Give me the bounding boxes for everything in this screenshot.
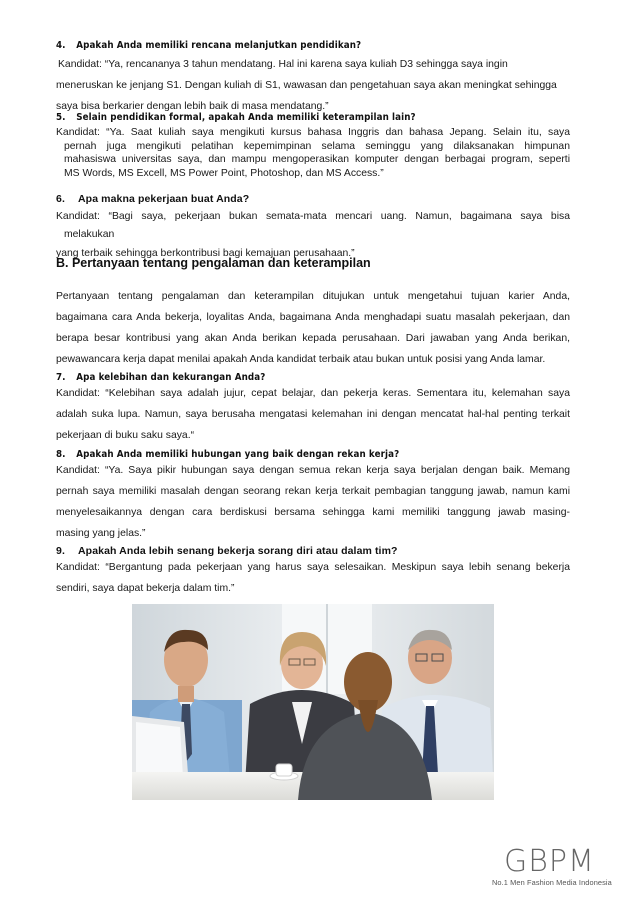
question-4	[56, 40, 534, 51]
answer-line: pernah juga mengikuti pelatihan kepemimpinan selama seminggu yang dilaksanakan himpunan	[64, 140, 570, 152]
answer-4	[56, 54, 570, 117]
logo-tagline: No.1 Men Fashion Media Indonesia	[492, 878, 612, 887]
question-6	[56, 193, 576, 205]
answer-6	[56, 208, 570, 263]
question-text: Selain pendidikan formal, apakah Anda memiliki keterampilan lain?	[76, 112, 416, 123]
interview-photo	[132, 604, 494, 800]
answer-line: sendiri, saya dapat bekerja dalam tim.”	[56, 583, 235, 594]
answer-line: Kandidat: “Bagi saya, pekerjaan bukan semata-mata mencari uang. Namun, bagaimana saya bisa	[56, 211, 570, 222]
question-text: Apakah Anda memiliki rencana melanjutkan pendidikan?	[76, 40, 362, 51]
question-text: Apa kelebihan dan kekurangan Anda?	[76, 372, 266, 383]
answer-line: adalah suka lupa. Namun, saya berusaha mengatasi kelemahan ini dengan mencatat hal-hal penting terkait	[56, 409, 570, 420]
question-5	[56, 112, 534, 123]
question-text: Apakah Anda memiliki hubungan yang baik dengan rekan kerja?	[76, 449, 400, 460]
question-9	[56, 545, 576, 557]
question-text: Apa makna pekerjaan buat Anda?	[78, 193, 250, 205]
question-number: 8.	[56, 449, 66, 460]
answer-line: saya bisa berkarier dengan lebih baik di masa mendatang.”	[56, 101, 329, 112]
question-number: 4.	[56, 40, 66, 51]
question-7	[56, 372, 534, 383]
answer-7	[56, 383, 570, 446]
question-text: Apakah Anda lebih senang bekerja sorang diri atau dalam tim?	[78, 545, 398, 557]
answer-8	[56, 460, 570, 544]
answer-line: MS Words, MS Excell, MS Power Point, Photoshop, dan MS Access.”	[64, 167, 384, 179]
intro-line: bagaimana cara Anda bekerja, loyalitas Anda, bagaimana Anda menghadapi suatu masalah pekerjaan, dan	[56, 312, 570, 323]
section-intro	[56, 286, 570, 370]
answer-line: melakukan	[64, 229, 115, 240]
answer-line: Kandidat: “Ya. Saat kuliah saya mengikuti kursus bahasa Inggris dan bahasa Jepang. Selain itu, saya	[56, 127, 570, 138]
answer-line: Kandidat: “Ya. Saya pikir hubungan saya dengan semua rekan kerja saya berjalan dengan baik. Memang	[56, 465, 570, 476]
answer-5	[56, 126, 570, 180]
answer-line: Kandidat: “Ya, rencananya 3 tahun mendatang. Hal ini karena saya kuliah D3 sehingga saya ingin	[58, 59, 508, 70]
answer-line: pernah saya memiliki masalah dengan seorang rekan kerja terkait pembagian tanggung jawab, namun kami	[56, 486, 570, 497]
question-number: 9.	[56, 545, 65, 557]
answer-line: meneruskan ke jenjang S1. Dengan kuliah di S1, wawasan dan pengetahuan saya akan meningkat sehingga	[56, 80, 557, 91]
question-number: 6.	[56, 193, 65, 205]
intro-line: pewawancara kerja dapat menilai apakah Anda kandidat terbaik atau bukan untuk posisi yang Anda lamar.	[56, 354, 546, 365]
answer-line: masing yang jelas.”	[56, 528, 146, 539]
answer-9	[56, 557, 570, 599]
question-number: 7.	[56, 372, 66, 383]
intro-line: Pertanyaan tentang pengalaman dan keterampilan ditujukan untuk mengetahui tujuan karier Anda,	[56, 291, 570, 302]
answer-line: Kandidat: “Kelebihan saya adalah jujur, cepat belajar, dan pekerja keras. Sementara itu, kelemahan saya	[56, 388, 570, 399]
gbpm-logo	[490, 846, 620, 896]
section-heading: B. Pertanyaan tentang pengalaman dan keterampilan	[56, 256, 371, 270]
question-8	[56, 449, 534, 460]
logo-wordmark: GBPM	[504, 844, 595, 879]
answer-line: yang terbaik sehingga berkontribusi bagi kemajuan perusahaan.”	[56, 248, 355, 259]
answer-line: pekerjaan di buku saku saya.“	[56, 430, 195, 441]
answer-line: mahasiswa universitas saya, dan mampu mengoperasikan komputer dengan berbagai program, seperti	[64, 154, 570, 165]
answer-line: menyelesaikannya dengan cara berdiskusi bersama sehingga kami memiliki tanggung jawab masing-	[56, 507, 570, 518]
question-number: 5.	[56, 112, 66, 123]
answer-line: Kandidat: “Bergantung pada pekerjaan yang harus saya selesaikan. Meskipun saya lebih senang bekerja	[56, 562, 570, 573]
intro-line: berapa besar kontribusi yang akan Anda berikan kepada perusahaan. Dari jawaban yang Anda berikan,	[56, 333, 570, 344]
